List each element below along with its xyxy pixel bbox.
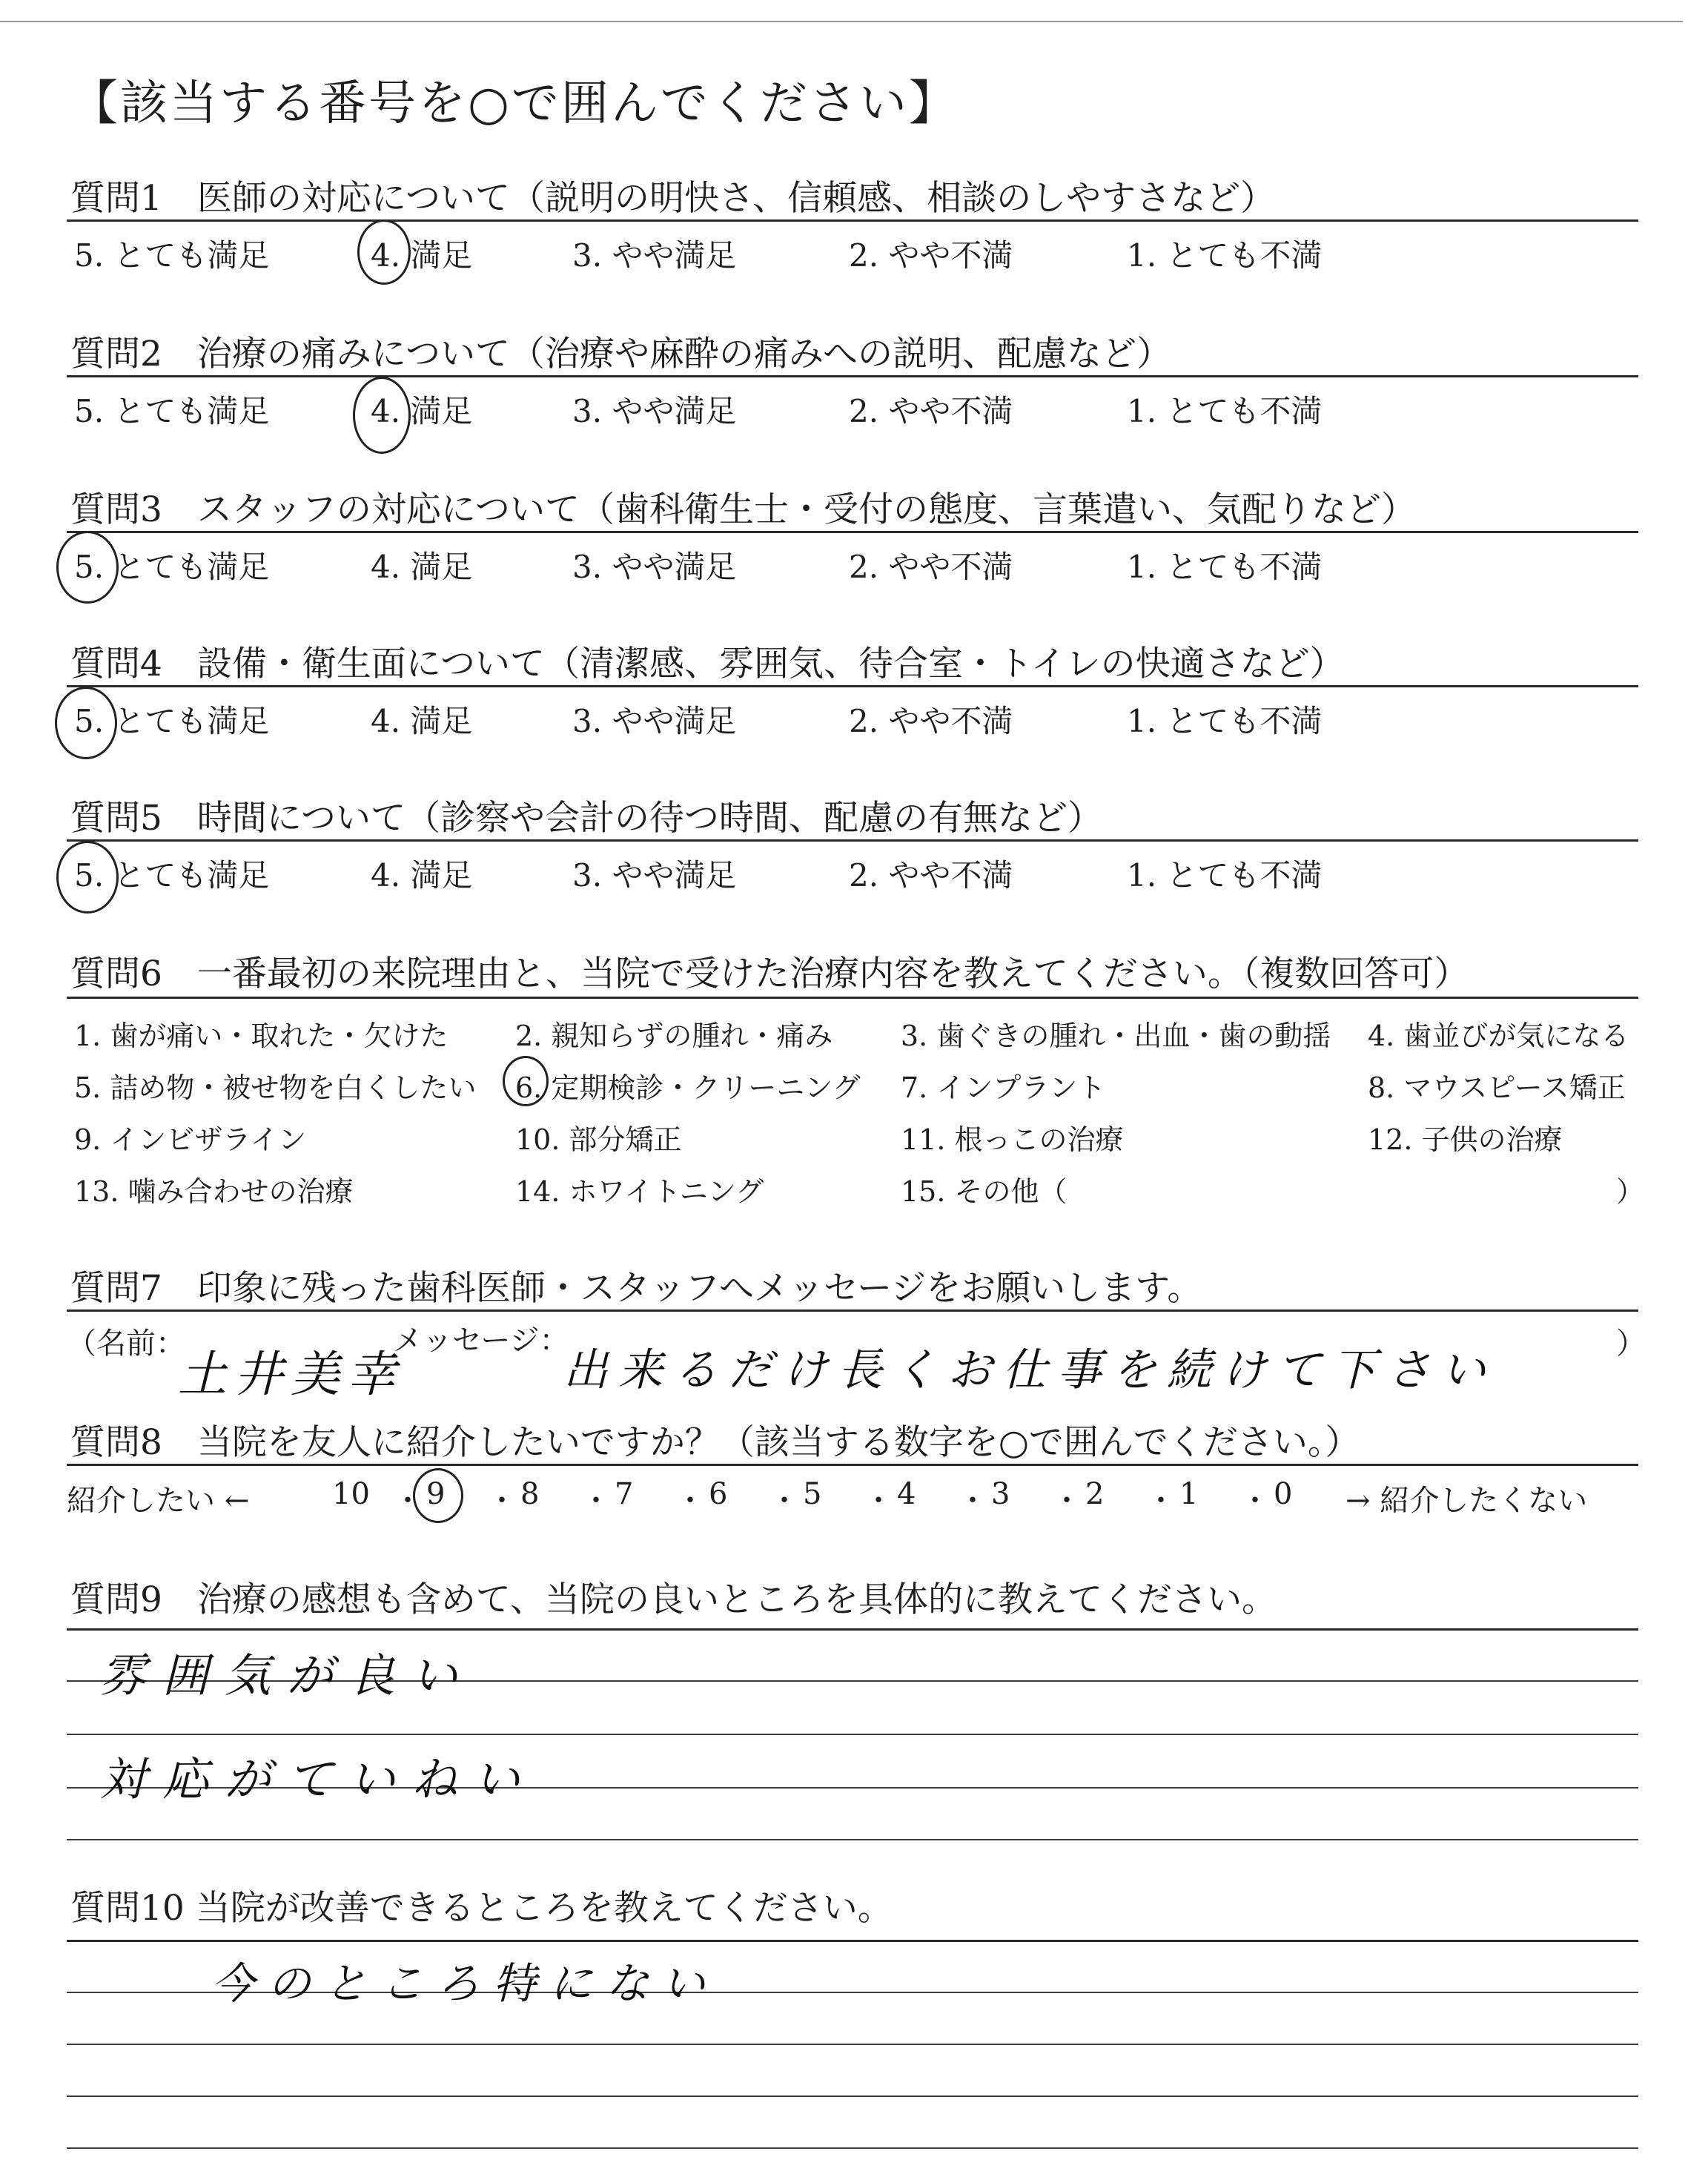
q7-message-label: メッセージ： [393,1324,569,1358]
q5-option-1[interactable]: 1. とても不満 [1127,857,1323,894]
question-2-label: 質問2 治療の痛みについて（治療や麻酔の痛みへの説明、配慮など） [70,334,1172,374]
q1-option-1[interactable]: 1. とても不満 [1127,237,1323,274]
question-6-label: 質問6 一番最初の来院理由と、当院で受けた治療内容を教えてください。（複数回答可） [70,954,1469,994]
q8-scale-1[interactable]: 1 [1179,1477,1199,1511]
q10-line-4 [67,2095,1638,2097]
q5-option-4[interactable]: 4. 満足 [371,857,473,894]
q6-option-12[interactable]: 12. 子供の治療 [1368,1123,1563,1156]
q8-left-label: 紹介したい ← [67,1484,250,1518]
q6-selection-circle [503,1056,549,1106]
q6-option-10[interactable]: 10. 部分矯正 [515,1123,682,1156]
q10-line-1 [67,1940,1638,1942]
q1-option-3[interactable]: 3. やや満足 [572,237,737,274]
question-5-rule [67,839,1638,842]
q8-scale-10[interactable]: 10 [332,1477,370,1511]
q8-scale-separator: ・ [1052,1484,1082,1518]
q1-option-4[interactable]: 4. 満足 [371,237,473,274]
question-4-rule [67,685,1638,687]
q6-option-5[interactable]: 5. 詰め物・被せ物を白くしたい [74,1071,477,1104]
q4-selection-circle [55,687,117,759]
question-2-rule [67,375,1638,377]
q3-selection-circle [56,531,119,604]
question-5-label: 質問5 時間について（診察や会計の待つ時間、配慮の有無など） [70,798,1102,839]
q9-answer-1[interactable]: 雰囲気が良い [100,1648,474,1702]
q8-scale-2[interactable]: 2 [1085,1477,1105,1511]
q9-line-5 [67,1839,1638,1840]
q3-option-5[interactable]: 5. とても満足 [74,549,270,585]
q7-message-value[interactable]: 出来るだけ長くお仕事を続けて下さい [563,1344,1496,1396]
q8-scale-separator: ・ [1240,1484,1270,1518]
q10-line-3 [67,2044,1638,2045]
q5-option-3[interactable]: 3. やや満足 [572,857,737,894]
question-3-rule [67,531,1638,533]
q5-selection-circle [56,841,119,914]
q8-scale-6[interactable]: 6 [709,1477,728,1511]
q6-option-9[interactable]: 9. インビザライン [74,1123,307,1156]
q8-scale-9[interactable]: 9 [426,1477,446,1511]
q2-option-3[interactable]: 3. やや満足 [572,393,737,429]
q8-scale-separator: ・ [864,1484,893,1518]
q8-scale-separator: ・ [393,1484,423,1518]
q6-option-14[interactable]: 14. ホワイトニング [515,1175,764,1208]
question-10-label: 質問10 当院が改善できるところを教えてください。 [70,1888,893,1929]
q5-option-5[interactable]: 5. とても満足 [74,857,270,894]
q4-option-3[interactable]: 3. やや満足 [572,703,737,739]
q8-scale-separator: ・ [581,1484,611,1518]
q3-option-2[interactable]: 2. やや不満 [849,549,1013,585]
q3-option-3[interactable]: 3. やや満足 [572,549,737,585]
q8-scale-separator: ・ [1146,1484,1176,1518]
question-6-rule [67,997,1638,999]
q7-name-label: （名前： [67,1327,185,1361]
question-7-rule [67,1309,1638,1312]
q2-option-2[interactable]: 2. やや不満 [849,393,1013,429]
q5-option-2[interactable]: 2. やや不満 [849,857,1013,894]
q9-line-1 [67,1628,1638,1631]
q6-option-11[interactable]: 11. 根っこの治療 [901,1123,1124,1156]
q4-option-2[interactable]: 2. やや不満 [849,703,1013,739]
q8-scale-7[interactable]: 7 [615,1477,634,1511]
q2-option-4[interactable]: 4. 満足 [371,393,473,429]
question-9-label: 質問9 治療の感想も含めて、当院の良いところを具体的に教えてください。 [70,1579,1277,1620]
question-8-rule [67,1464,1638,1466]
q6-option-1[interactable]: 1. 歯が痛い・取れた・欠けた [74,1020,448,1052]
q8-scale-5[interactable]: 5 [803,1477,822,1511]
q6-option-15[interactable]: 15. その他（ [901,1175,1068,1208]
q10-answer-1[interactable]: 今のところ特にない [211,1958,719,2009]
q8-right-label: → 紹介したくない [1345,1484,1588,1518]
q7-name-value[interactable]: 土井美幸 [178,1346,403,1403]
question-4-label: 質問4 設備・衛生面について（清潔感、雰囲気、待合室・トイレの快適さなど） [70,644,1345,684]
question-1-label: 質問1 医師の対応について（説明の明快さ、信頼感、相談のしやすさなど） [70,178,1276,219]
q6-option-3[interactable]: 3. 歯ぐきの腫れ・出血・歯の動揺 [901,1020,1331,1052]
q8-scale-separator: ・ [675,1484,705,1518]
q4-option-5[interactable]: 5. とても満足 [74,703,270,739]
q4-option-4[interactable]: 4. 満足 [371,703,473,739]
q6-option-6[interactable]: 6. 定期検診・クリーニング [515,1071,861,1104]
question-1-rule [67,219,1638,222]
q8-scale-separator: ・ [958,1484,987,1518]
q9-line-3 [67,1734,1638,1735]
q9-answer-2[interactable]: 対応がていねい [100,1752,537,1806]
q8-scale-4[interactable]: 4 [897,1477,916,1511]
q6-option-4[interactable]: 4. 歯並びが気になる [1368,1020,1629,1052]
q2-option-5[interactable]: 5. とても満足 [74,393,270,429]
question-7-label: 質問7 印象に残った歯科医師・スタッフへメッセージをお願いします。 [70,1268,1202,1309]
q10-line-5 [67,2147,1638,2149]
q4-option-1[interactable]: 1. とても不満 [1127,703,1323,739]
q3-option-1[interactable]: 1. とても不満 [1127,549,1323,585]
q6-option-13[interactable]: 13. 噛み合わせの治療 [74,1175,354,1208]
q6-option-8[interactable]: 8. マウスピース矯正 [1368,1071,1626,1104]
q8-scale-separator: ・ [769,1484,799,1518]
q1-selection-circle [357,219,411,285]
q6-option-2[interactable]: 2. 親知らずの腫れ・痛み [515,1020,833,1052]
q3-option-4[interactable]: 4. 満足 [371,549,473,585]
q7-close-paren: ） [1616,1327,1646,1361]
question-3-label: 質問3 スタッフの対応について（歯科衛生士・受付の態度、言葉遣い、気配りなど） [70,489,1416,530]
q8-scale-0[interactable]: 0 [1274,1477,1293,1511]
q2-selection-circle [353,377,411,454]
q1-option-2[interactable]: 2. やや不満 [849,237,1013,274]
q1-option-5[interactable]: 5. とても満足 [74,237,270,274]
q6-option-7[interactable]: 7. インプラント [901,1071,1106,1104]
q8-selection-circle [413,1468,463,1523]
q2-option-1[interactable]: 1. とても不満 [1127,393,1323,429]
page-title: 【該当する番号を○で囲んでください】 [70,76,959,131]
page-top-border [0,21,1683,22]
q8-scale-3[interactable]: 3 [991,1477,1010,1511]
question-8-label: 質問8 当院を友人に紹介したいですか？（該当する数字を○で囲んでください。） [70,1422,1360,1463]
q6-other-close-paren: ） [1616,1175,1645,1208]
q8-scale-separator: ・ [487,1484,517,1518]
q8-scale-8[interactable]: 8 [520,1477,540,1511]
